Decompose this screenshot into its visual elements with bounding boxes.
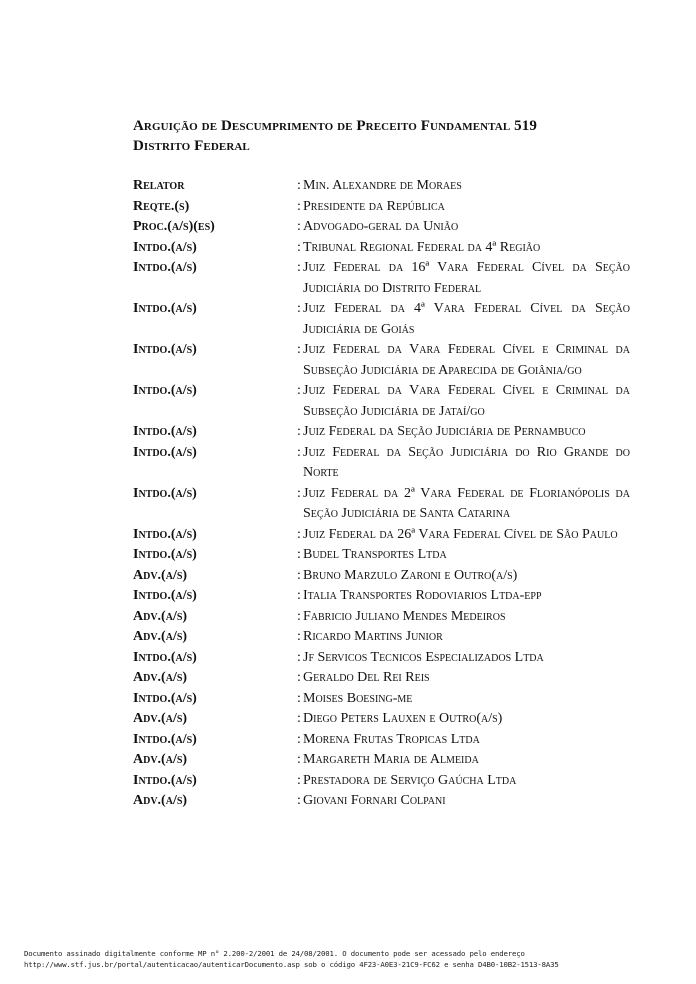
party-row [133,791,630,812]
party-role: Adv.(a/s) [133,752,188,767]
party-role: Intdo.(a/s) [133,526,197,542]
party-row [133,525,630,546]
party-role: Intdo.(a/s) [133,690,197,706]
party-role: Intdo.(a/s) [133,424,197,439]
party-separator: : [297,547,301,562]
party-row [133,648,630,669]
party-role: Intdo.(a/s) [133,588,197,603]
party-name: Juiz Federal da Vara Federal Cível e Criminal da Subseção Judiciária de Aparecida de Goiânia/go [303,342,630,378]
party-row [133,340,630,381]
party-name: Jf Servicos Tecnicos Especializados Ltda [303,649,544,665]
party-name: Juiz Federal da Seção Judiciária de Pernambuco [303,424,586,439]
party-role: Adv.(a/s) [133,711,188,726]
party-name: Advogado-geral da União [303,219,459,234]
party-role: Adv.(a/s) [133,567,188,583]
party-row [133,627,630,648]
party-separator: : [297,239,301,255]
party-separator: : [297,424,301,439]
party-row [133,545,630,566]
party-name: Giovani Fornari Colpani [303,793,446,808]
party-name: Moises Boesing-me [303,690,413,706]
party-name: Juiz Federal da Seção Judiciária do Rio Grande do Norte [303,444,630,480]
party-row [133,299,630,340]
party-separator: : [297,485,301,501]
party-separator: : [297,629,301,644]
party-role: Intdo.(a/s) [133,485,197,501]
party-row [133,668,630,689]
party-separator: : [297,178,301,193]
party-name: Morena Frutas Tropicas Ltda [303,731,480,747]
party-name: Ricardo Martins Junior [303,629,443,644]
party-role: Adv.(a/s) [133,670,188,685]
party-separator: : [297,670,301,685]
party-separator: : [297,731,301,747]
party-row [133,750,630,771]
party-separator: : [297,772,301,788]
party-name: Min. Alexandre de Moraes [303,178,462,193]
party-name: Juiz Federal da 16ª Vara Federal Cível da Seção Judiciária do Distrito Federal [303,260,630,296]
party-row [133,771,630,792]
party-name: Diego Peters Lauxen e Outro(a/s) [303,711,503,726]
party-role: Relator [133,178,185,193]
party-role: Adv.(a/s) [133,629,188,644]
party-row [133,217,630,238]
party-row [133,197,630,218]
title-line-2: Distrito Federal [133,138,250,154]
party-role: Adv.(a/s) [133,793,188,808]
party-row [133,586,630,607]
party-name: Tribunal Regional Federal da 4ª Região [303,239,541,255]
party-separator: : [297,444,301,460]
parties-list [133,176,630,812]
party-row [133,176,630,197]
party-role: Intdo.(a/s) [133,239,197,255]
party-separator: : [297,198,301,214]
footer-line-2[interactable]: http://www.stf.jus.br/portal/autenticacao/autenticarDocumento.asp sob o código 4F23-A0E3-21C9-FC62 e senha D4B0-10B2-1513-8A35 [24,960,559,969]
party-row [133,566,630,587]
title-line-1: Arguição de Descumprimento de Preceito Fundamental 519 [133,118,537,134]
party-separator: : [297,608,301,624]
party-role: Reqte.(s) [133,198,190,214]
page-title [133,116,633,156]
party-name: Bruno Marzulo Zaroni e Outro(a/s) [303,567,518,583]
party-separator: : [297,301,301,316]
party-name: Budel Transportes Ltda [303,547,447,562]
party-separator: : [297,219,301,234]
party-role: Intdo.(a/s) [133,444,197,460]
party-row [133,422,630,443]
party-row [133,238,630,259]
party-row [133,381,630,422]
party-name: Prestadora de Serviço Gaúcha Ltda [303,772,517,788]
party-row [133,607,630,628]
party-row [133,730,630,751]
party-separator: : [297,649,301,665]
party-separator: : [297,752,301,767]
party-name: Geraldo Del Rei Reis [303,670,430,685]
party-role: Intdo.(a/s) [133,301,197,316]
party-role: Intdo.(a/s) [133,649,197,665]
party-name: Presidente da República [303,198,445,214]
footer-line-1: Documento assinado digitalmente conforme MP n° 2.200-2/2001 de 24/08/2001. O documento pode ser acessado pelo endereço [24,949,525,958]
party-row [133,484,630,525]
party-name: Fabricio Juliano Mendes Medeiros [303,608,506,624]
party-separator: : [297,567,301,583]
party-role: Intdo.(a/s) [133,383,197,398]
party-row [133,443,630,484]
party-name: Margareth Maria de Almeida [303,752,479,767]
party-name: Juiz Federal da 2ª Vara Federal de Florianópolis da Seção Judiciária de Santa Catarina [303,485,630,521]
party-separator: : [297,711,301,726]
party-separator: : [297,383,301,398]
party-row [133,689,630,710]
party-separator: : [297,526,301,542]
party-separator: : [297,260,301,275]
party-role: Intdo.(a/s) [133,731,197,747]
party-role: Intdo.(a/s) [133,342,197,357]
party-role: Intdo.(a/s) [133,260,197,275]
signature-footer [24,948,559,970]
party-row [133,709,630,730]
party-separator: : [297,690,301,706]
party-name: Italia Transportes Rodoviarios Ltda-epp [303,588,542,603]
party-row [133,258,630,299]
party-separator: : [297,342,301,357]
party-role: Adv.(a/s) [133,608,188,624]
party-role: Proc.(a/s)(es) [133,219,215,234]
party-role: Intdo.(a/s) [133,772,197,788]
party-name: Juiz Federal da 26ª Vara Federal Cível de São Paulo [303,526,618,542]
party-role: Intdo.(a/s) [133,547,197,562]
party-name: Juiz Federal da Vara Federal Cível e Criminal da Subseção Judiciária de Jataí/go [303,383,630,419]
party-name: Juiz Federal da 4ª Vara Federal Cível da Seção Judiciária de Goiás [303,301,630,337]
party-separator: : [297,588,301,603]
party-separator: : [297,793,301,808]
